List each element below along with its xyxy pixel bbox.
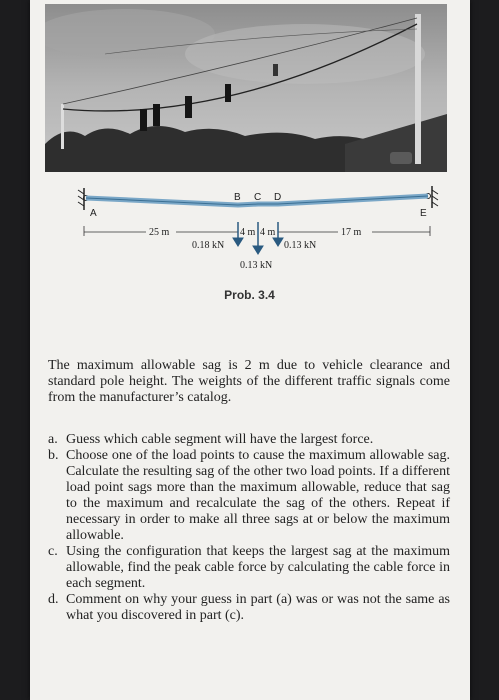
part-label: b. [48, 448, 59, 463]
dim-25m: 25 m [149, 227, 170, 238]
part-label: d. [48, 592, 59, 607]
part-text: Choose one of the load points to cause the maximum allowable sag. Calculate the resulting sag of the other two load points. If a different load point sags more than the maximum allowable, reduce that sag to the maximum and recalculate the sag of the others. Repeat if necessary in order to make all three sags at or below the maximum allowable. [66, 448, 450, 543]
part-label: c. [48, 544, 58, 559]
load-label-b: 0.18 kN [192, 240, 225, 251]
part-text: Guess which cable segment will have the largest force. [66, 432, 374, 447]
question-list [48, 432, 450, 624]
point-label-a: A [90, 208, 97, 219]
point-label-e: E [420, 208, 427, 219]
dim-17m: 17 m [341, 227, 362, 238]
part-text: Comment on why your guess in part (a) was or was not the same as what you discovered in part (c). [66, 592, 450, 623]
load-label-c: 0.13 kN [240, 260, 273, 271]
question-part-b [48, 448, 450, 544]
load-label-d: 0.13 kN [284, 240, 317, 251]
dim-4m-2: 4 m [260, 227, 276, 238]
traffic-signal-photo [45, 4, 447, 172]
point-label-c: C [254, 192, 262, 203]
question-part-d [48, 592, 450, 624]
problem-intro: The maximum allowable sag is 2 m due to vehicle clearance and standard pole height. The weights of the different traffic signals come from the manufacturer’s catalog. [48, 358, 450, 405]
figure-caption: Prob. 3.4 [224, 288, 275, 302]
dimension-line [84, 226, 430, 236]
question-part-a [48, 432, 450, 448]
question-part-c [48, 544, 450, 592]
part-label: a. [48, 432, 58, 447]
dim-4m-1: 4 m [240, 227, 256, 238]
point-label-d: D [274, 192, 282, 203]
part-text: Using the configuration that keeps the largest sag at the maximum allowable, find the peak cable force by calculating the cable force in each segment. [66, 544, 450, 591]
point-label-b: B [234, 192, 241, 203]
